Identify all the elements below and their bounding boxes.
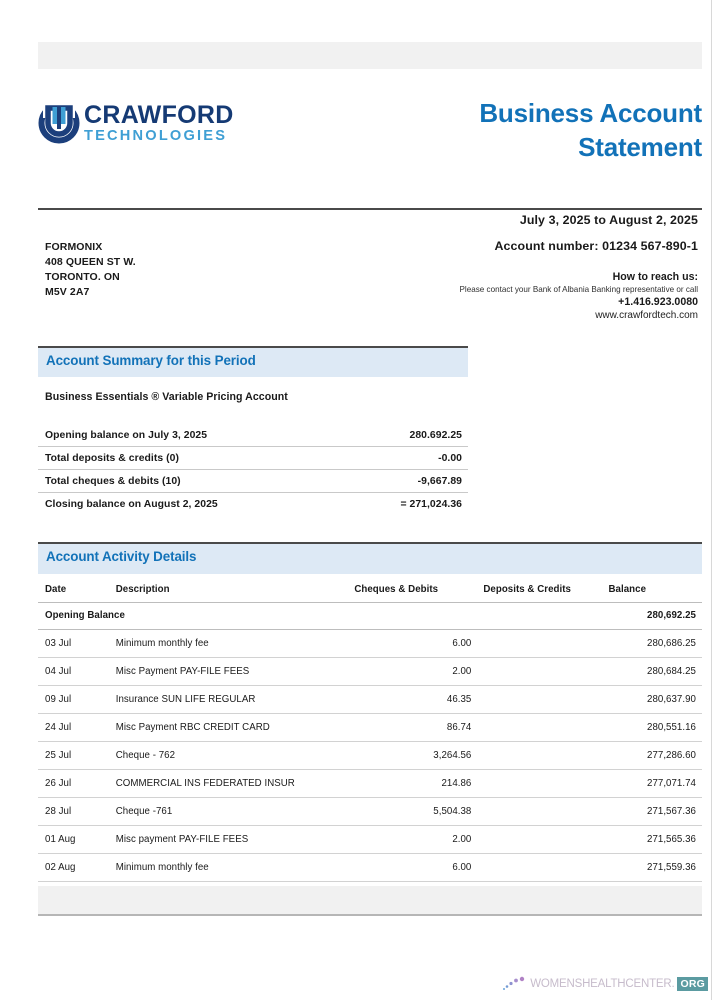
transaction-date: 03 Jul	[38, 630, 116, 658]
summary-section-title: Account Summary for this Period	[46, 353, 256, 368]
column-header-description: Description	[116, 578, 355, 603]
summary-section-band	[38, 348, 468, 377]
crawford-circle-logo-icon	[38, 102, 80, 144]
transaction-credit	[483, 854, 608, 882]
transaction-date: 26 Jul	[38, 770, 116, 798]
summary-label: Closing balance on August 2, 2025	[45, 499, 218, 510]
transaction-debit: 6.00	[354, 630, 483, 658]
document-header	[38, 96, 702, 180]
opening-balance-value: 280,692.25	[609, 603, 702, 630]
activity-header-row	[38, 578, 702, 603]
page-right-border	[711, 0, 712, 1000]
transaction-description: Misc Payment RBC CREDIT CARD	[116, 714, 355, 742]
transaction-debit: 86.74	[354, 714, 483, 742]
transaction-debit: 46.35	[354, 686, 483, 714]
transaction-debit: 214.86	[354, 770, 483, 798]
account-activity-table	[38, 578, 702, 882]
transaction-balance: 271,565.36	[609, 826, 702, 854]
transaction-debit: 6.00	[354, 854, 483, 882]
opening-balance-label: Opening Balance	[38, 603, 354, 630]
transaction-date: 25 Jul	[38, 742, 116, 770]
transaction-date: 02 Aug	[38, 854, 116, 882]
transaction-debit: 5,504.38	[354, 798, 483, 826]
table-row	[38, 686, 702, 714]
company-logo	[38, 102, 234, 144]
transaction-description: Misc Payment PAY-FILE FEES	[116, 658, 355, 686]
transaction-date: 24 Jul	[38, 714, 116, 742]
transaction-description: COMMERCIAL INS FEDERATED INSUR	[116, 770, 355, 798]
summary-value: -9,667.89	[351, 470, 468, 493]
page-title-line-1: Business Account	[479, 98, 702, 128]
activity-section-title: Account Activity Details	[46, 549, 197, 564]
how-to-reach-us-heading: How to reach us:	[612, 271, 698, 283]
transaction-debit: 2.00	[354, 826, 483, 854]
transaction-credit	[483, 686, 608, 714]
summary-label: Total cheques & debits (10)	[38, 470, 351, 493]
page-title-line-2: Statement	[578, 132, 702, 163]
transaction-date: 01 Aug	[38, 826, 116, 854]
contact-phone: +1.416.923.0080	[618, 296, 698, 308]
table-row	[38, 630, 702, 658]
transaction-date: 28 Jul	[38, 798, 116, 826]
column-header-debits: Cheques & Debits	[354, 578, 483, 603]
table-row	[38, 742, 702, 770]
column-header-credits: Deposits & Credits	[483, 578, 608, 603]
summary-value: 280.692.25	[351, 424, 468, 447]
transaction-credit	[483, 714, 608, 742]
summary-value: = 271,024.36	[400, 499, 462, 510]
summary-value: -0.00	[351, 447, 468, 470]
transaction-description: Minimum monthly fee	[116, 630, 355, 658]
top-gray-band	[38, 42, 702, 69]
table-footer-rule	[38, 914, 702, 916]
opening-balance-row	[38, 603, 702, 630]
transaction-balance: 280,637.90	[609, 686, 702, 714]
transaction-balance: 277,286.60	[609, 742, 702, 770]
summary-row	[38, 447, 468, 470]
logo-word-technologies: TECHNOLOGIES	[84, 127, 228, 144]
transaction-balance: 271,567.36	[609, 798, 702, 826]
table-row	[38, 770, 702, 798]
transaction-description: Minimum monthly fee	[116, 854, 355, 882]
account-number: Account number: 01234 567-890-1	[494, 239, 698, 253]
contact-instructions: Please contact your Bank of Albania Banking representative or call	[459, 285, 698, 294]
address-line-2: 408 QUEEN ST W.	[45, 255, 136, 268]
column-header-date: Date	[38, 578, 116, 603]
address-line-4: M5V 2A7	[45, 285, 90, 298]
transaction-debit: 3,264.56	[354, 742, 483, 770]
contact-website: www.crawfordtech.com	[595, 310, 698, 321]
transaction-balance: 280,684.25	[609, 658, 702, 686]
account-type-label: Business Essentials ® Variable Pricing Account	[45, 391, 288, 403]
transaction-credit	[483, 742, 608, 770]
page-title	[282, 96, 702, 165]
account-summary-table	[38, 424, 468, 515]
transaction-description: Cheque -761	[116, 798, 355, 826]
transaction-balance: 277,071.74	[609, 770, 702, 798]
transaction-date: 04 Jul	[38, 658, 116, 686]
transaction-debit: 2.00	[354, 658, 483, 686]
table-row	[38, 658, 702, 686]
customer-address	[45, 240, 136, 300]
summary-row	[38, 424, 468, 447]
transaction-credit	[483, 770, 608, 798]
table-row	[38, 798, 702, 826]
transaction-description: Cheque - 762	[116, 742, 355, 770]
footer-watermark	[502, 976, 708, 992]
transaction-date: 09 Jul	[38, 686, 116, 714]
table-row	[38, 714, 702, 742]
transaction-description: Insurance SUN LIFE REGULAR	[116, 686, 355, 714]
activity-section-band	[38, 544, 702, 574]
statement-period: July 3, 2025 to August 2, 2025	[519, 213, 698, 227]
address-line-1: FORMONIX	[45, 241, 103, 253]
transaction-balance: 280,551.16	[609, 714, 702, 742]
company-logo-text	[84, 100, 234, 144]
transaction-credit	[483, 630, 608, 658]
watermark-text: WOMENSHEALTHCENTER.	[530, 978, 675, 990]
summary-row	[38, 470, 468, 493]
watermark-org-badge: ORG	[677, 977, 708, 991]
table-row	[38, 854, 702, 882]
transaction-credit	[483, 798, 608, 826]
logo-word-crawford: CRAWFORD	[84, 100, 234, 129]
transaction-credit	[483, 658, 608, 686]
transaction-balance: 280,686.25	[609, 630, 702, 658]
address-line-3: TORONTO. ON	[45, 270, 120, 283]
column-header-balance: Balance	[609, 578, 702, 603]
table-footer-band	[38, 886, 702, 914]
summary-label: Opening balance on July 3, 2025	[38, 424, 351, 447]
table-row	[38, 826, 702, 854]
transaction-description: Misc payment PAY-FILE FEES	[116, 826, 355, 854]
summary-row	[38, 493, 468, 516]
statement-meta	[258, 213, 698, 321]
watermark-dots-icon	[502, 976, 528, 992]
transaction-credit	[483, 826, 608, 854]
summary-label: Total deposits & credits (0)	[38, 447, 351, 470]
header-divider	[38, 208, 702, 210]
transaction-balance: 271,559.36	[609, 854, 702, 882]
